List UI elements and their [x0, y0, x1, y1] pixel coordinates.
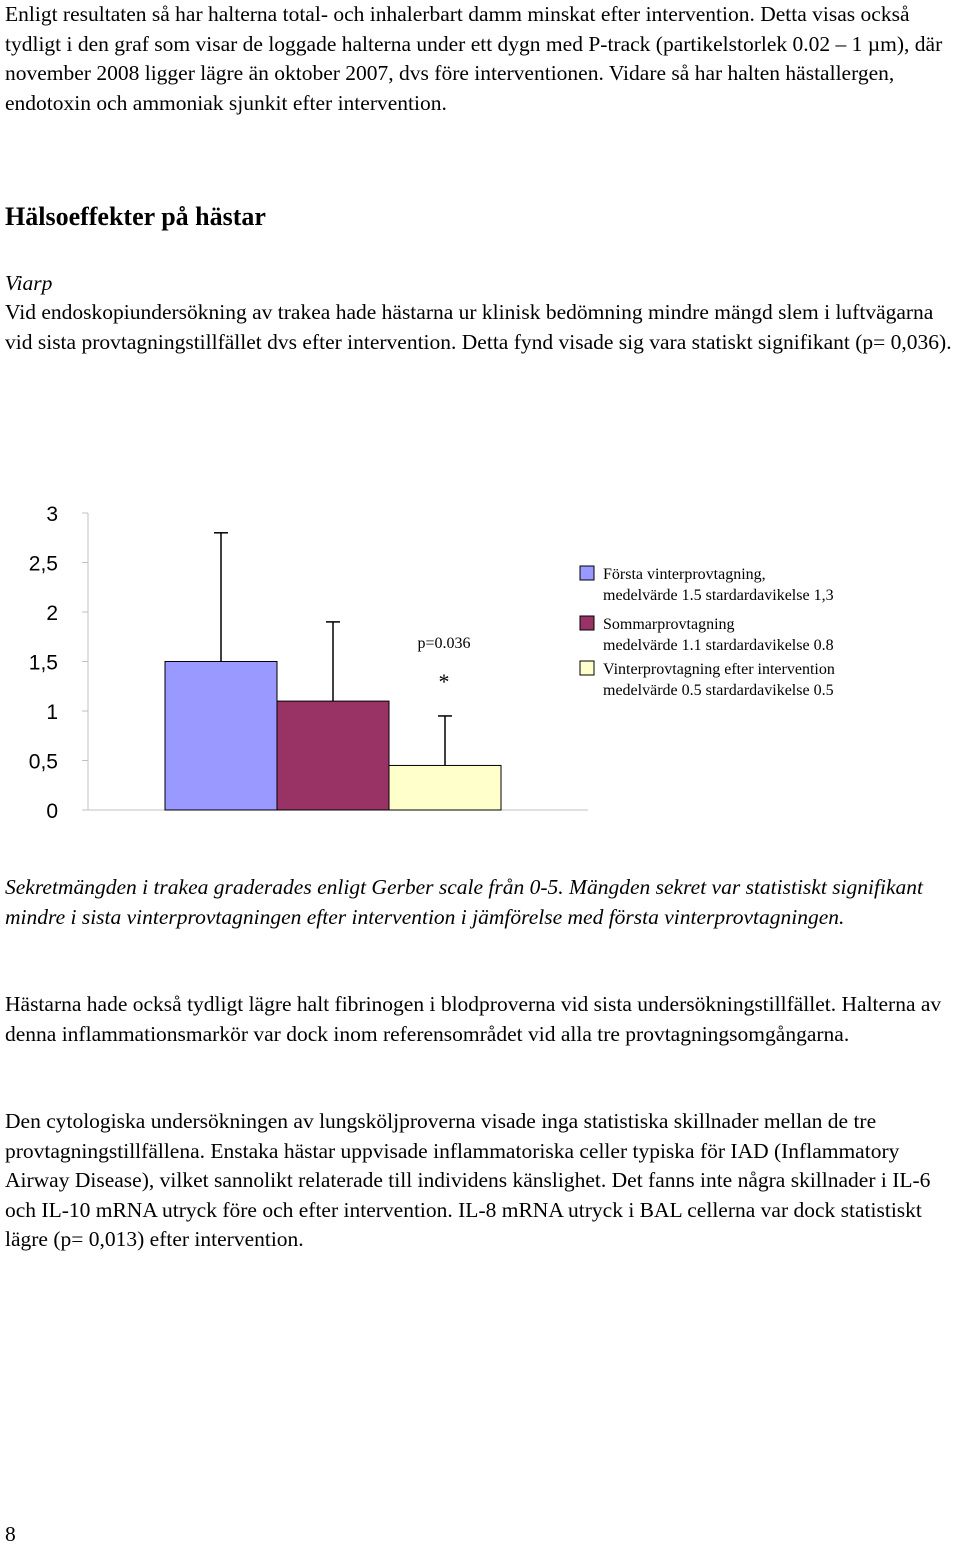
legend-label: Vinterprovtagning efter intervention: [603, 661, 835, 678]
legend-label: medelvärde 1.5 stardardavikelse 1,3: [603, 587, 834, 604]
y-tick-label: 0: [46, 800, 58, 823]
y-tick-label: 1: [46, 701, 58, 724]
endoscopy-paragraph: Vid endoskopiundersökning av trakea hade hästarna ur klinisk bedömning mindre mängd slem i luftvägarna vid sista provtagningstillfället dvs efter intervention. Detta fynd visade sig vara statiskt signifikant (p= 0,036).: [5, 300, 952, 354]
y-tick-label: 1,5: [28, 651, 58, 675]
significance-star: *: [438, 669, 450, 694]
bar: [389, 765, 501, 810]
legend-swatch: [580, 661, 594, 675]
legend-label: medelvärde 0.5 stardardavikelse 0.5: [603, 682, 834, 699]
legend-swatch: [580, 616, 594, 630]
y-tick-label: 2,5: [28, 552, 58, 576]
legend-label: Första vinterprovtagning,: [603, 566, 766, 583]
y-tick-label: 2: [46, 602, 58, 625]
bar: [165, 662, 277, 811]
fibrinogen-paragraph: Hästarna hade också tydligt lägre halt fibrinogen i blodproverna vid sista undersökningstillfället. Halterna av denna inflammationsmarkör var dock inom referensområdet vid alla tre provtagningsomgångarna.: [5, 992, 942, 1046]
intro-paragraph: Enligt resultaten så har halterna total- och inhalerbart damm minskat efter intervention. Detta visas också tydligt i den graf som visar de loggade halterna under ett dygn med P-track (partikelstorlek 0.02 – 1 µm), där november 2008 ligger lägre än oktober 2007, dvs före interventionen. Vidare så har halten hästallergen, endotoxin och ammoniak sjunkit efter intervention.: [5, 2, 943, 115]
y-tick-label: 3: [46, 503, 58, 526]
bar-chart: [0, 490, 960, 830]
cytology-paragraph: Den cytologiska undersökningen av lungsköljproverna visade inga statistiska skillnader mellan de tre provtagningstillfällena. Enstaka hästar uppvisade inflammatoriska celler typiska för IAD (Inflammatory Airway Disease), vilket sannolikt relaterade till individens känslighet. Det fanns inte några skillnader i IL-6 och IL-10 mRNA utryck före och efter intervention. IL-8 mRNA utryck i BAL cellerna var dock statistiskt lägre (p= 0,013) efter intervention.: [5, 1109, 931, 1251]
bar: [277, 701, 389, 810]
section-heading: Hälsoeffekter på hästar: [5, 202, 266, 231]
legend-label: Sommarprovtagning: [603, 616, 735, 633]
legend-label: medelvärde 1.1 stardardavikelse 0.8: [603, 637, 834, 654]
y-tick-label: 0,5: [28, 750, 58, 774]
subsection-label: Viarp: [5, 271, 53, 295]
p-value-annotation: p=0.036: [417, 635, 471, 652]
page-number: 8: [5, 1522, 16, 1546]
chart-caption: Sekretmängden i trakea graderades enligt Gerber scale från 0-5. Mängden sekret var statistiskt signifikant mindre i sista vinterprovtagningen efter intervention i jämförelse med första vinterprovtagningen.: [5, 875, 923, 929]
legend-swatch: [580, 566, 594, 580]
